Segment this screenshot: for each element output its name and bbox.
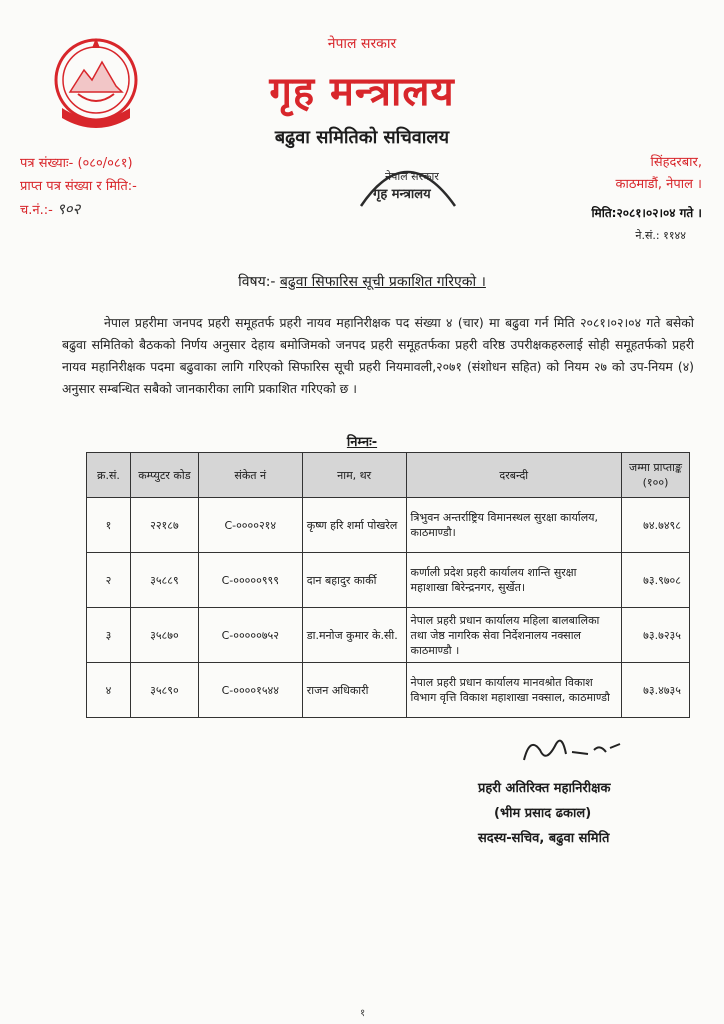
subject-line bbox=[0, 272, 724, 291]
page-mark: १ bbox=[360, 1008, 366, 1019]
cell-post: नेपाल प्रहरी प्रधान कार्यालय महिला बालबालिका तथा जेष्ठ नागरिक सेवा निर्देशनालय नक्साल काठमाण्डौ । bbox=[406, 608, 621, 663]
office-address bbox=[616, 152, 702, 196]
cell-post: कर्णाली प्रदेश प्रहरी कार्यालय शान्ति सुरक्षा महाशाखा बिरेन्द्रनगर, सुर्खेत। bbox=[406, 553, 621, 608]
cell-code: ३५८७० bbox=[130, 608, 198, 663]
column-header-score: जम्मा प्राप्ताङ्क (१००) bbox=[622, 453, 690, 498]
office-stamp bbox=[355, 150, 460, 210]
column-header-name: नाम, थर bbox=[302, 453, 406, 498]
dispatch-number: ९०२ bbox=[56, 200, 81, 218]
letter-reference-block bbox=[20, 152, 137, 222]
received-letter-info: प्राप्त पत्र संख्या र मिति:- bbox=[20, 179, 137, 194]
subject-text: बढुवा सिफारिस सूची प्रकाशित गरिएको । bbox=[279, 274, 486, 290]
cell-symbol: C-०००००७५२ bbox=[198, 608, 302, 663]
stamp-top-text: नेपाल सरकार bbox=[385, 170, 439, 183]
cell-symbol: C-००००२१४ bbox=[198, 498, 302, 553]
letter-number: पत्र संख्याः- (०८०/०८१) bbox=[20, 156, 133, 171]
recommendation-table bbox=[86, 452, 690, 718]
cell-name: राजन अधिकारी bbox=[302, 663, 406, 718]
letter-date: मिति:२०८१।०२।०४ गते । bbox=[591, 206, 702, 220]
address-line-1: सिंहदरबार, bbox=[650, 155, 702, 170]
body-paragraph: नेपाल प्रहरीमा जनपद प्रहरी समूहतर्फ प्रहरी नायव महानिरीक्षक पद संख्या ४ (चार) मा बढुवा गर्न मिति २०८१।०२।०४ गते बसेको बढुवा समितिको बैठकको निर्णय अनुसार देहाय बमोजिमको जनपद प्रहरी समूहतर्फका प्रहरी वरिष्ठ उपरीक्षकहरुलाई सोही समूहतर्फको प्रहरी नायव महानिरीक्षक पदमा बढुवाका लागि गरिएको सिफारिस सूची प्रहरी नियमावली,२०७१ (संशोधन सहित) को नियम २७ को उप-नियम (४) अनुसार सम्बन्धित सबैको जानकारीका लागि प्रकाशित गरिएको छ । bbox=[62, 315, 694, 396]
cell-symbol: C-००००१५४४ bbox=[198, 663, 302, 718]
nepal-sambat-number: ने.सं.: ११४४ bbox=[635, 229, 686, 242]
column-header-post: दरबन्दी bbox=[406, 453, 621, 498]
table-row bbox=[87, 608, 690, 663]
dispatch-number-line bbox=[20, 198, 137, 222]
cell-score: ७३.४७३५ bbox=[622, 663, 690, 718]
cell-score: ७३.९७०८ bbox=[622, 553, 690, 608]
secretariat-title: बढुवा समितिको सचिवालय bbox=[274, 127, 450, 148]
cell-post: त्रिभुवन अन्तर्राष्ट्रिय विमानस्थल सुरक्षा कार्यालय, काठमाण्डौ। bbox=[406, 498, 621, 553]
table-row bbox=[87, 553, 690, 608]
signatory-name: (भीम प्रसाद ढकाल) bbox=[494, 806, 592, 821]
ministry-title: गृह मन्त्रालय bbox=[269, 69, 455, 115]
cell-sn: ३ bbox=[87, 608, 131, 663]
cell-post: नेपाल प्रहरी प्रधान कार्यालय मानवश्रोत विकाश विभाग वृत्ति विकाश महाशाखा नक्साल, काठमाण्डौ bbox=[406, 663, 621, 718]
column-header-symbol: संकेत नं bbox=[198, 453, 302, 498]
cell-code: ३५८९० bbox=[130, 663, 198, 718]
cell-name: डा.मनोज कुमार के.सी. bbox=[302, 608, 406, 663]
column-header-sn: क्र.सं. bbox=[87, 453, 131, 498]
cell-sn: ४ bbox=[87, 663, 131, 718]
subject-label: विषय:- bbox=[238, 274, 276, 290]
cell-sn: १ bbox=[87, 498, 131, 553]
cell-name: दान बहादुर कार्की bbox=[302, 553, 406, 608]
address-line-2: काठमाडौं, नेपाल । bbox=[615, 177, 702, 192]
column-header-code: कम्प्युटर कोड bbox=[130, 453, 198, 498]
signature-mark bbox=[516, 730, 626, 772]
list-heading: निम्नः- bbox=[346, 435, 378, 450]
cell-code: ३५८८९ bbox=[130, 553, 198, 608]
cell-sn: २ bbox=[87, 553, 131, 608]
stamp-bottom-text: गृह मन्त्रालय bbox=[373, 187, 431, 202]
table-header-row bbox=[87, 453, 690, 498]
cell-score: ७४.७४९८ bbox=[622, 498, 690, 553]
cell-score: ७३.७२३५ bbox=[622, 608, 690, 663]
signatory-designation: प्रहरी अतिरिक्त महानिरीक्षक bbox=[478, 781, 611, 796]
signatory-role: सदस्य-सचिव, बढुवा समिति bbox=[478, 831, 610, 846]
table-row bbox=[87, 498, 690, 553]
government-name: नेपाल सरकार bbox=[327, 36, 397, 52]
cell-name: कृष्ण हरि शर्मा पोखरेल bbox=[302, 498, 406, 553]
dispatch-label: च.नं.:- bbox=[20, 203, 53, 218]
table-row bbox=[87, 663, 690, 718]
cell-code: २२१८७ bbox=[130, 498, 198, 553]
cell-symbol: C-०००००९९९ bbox=[198, 553, 302, 608]
